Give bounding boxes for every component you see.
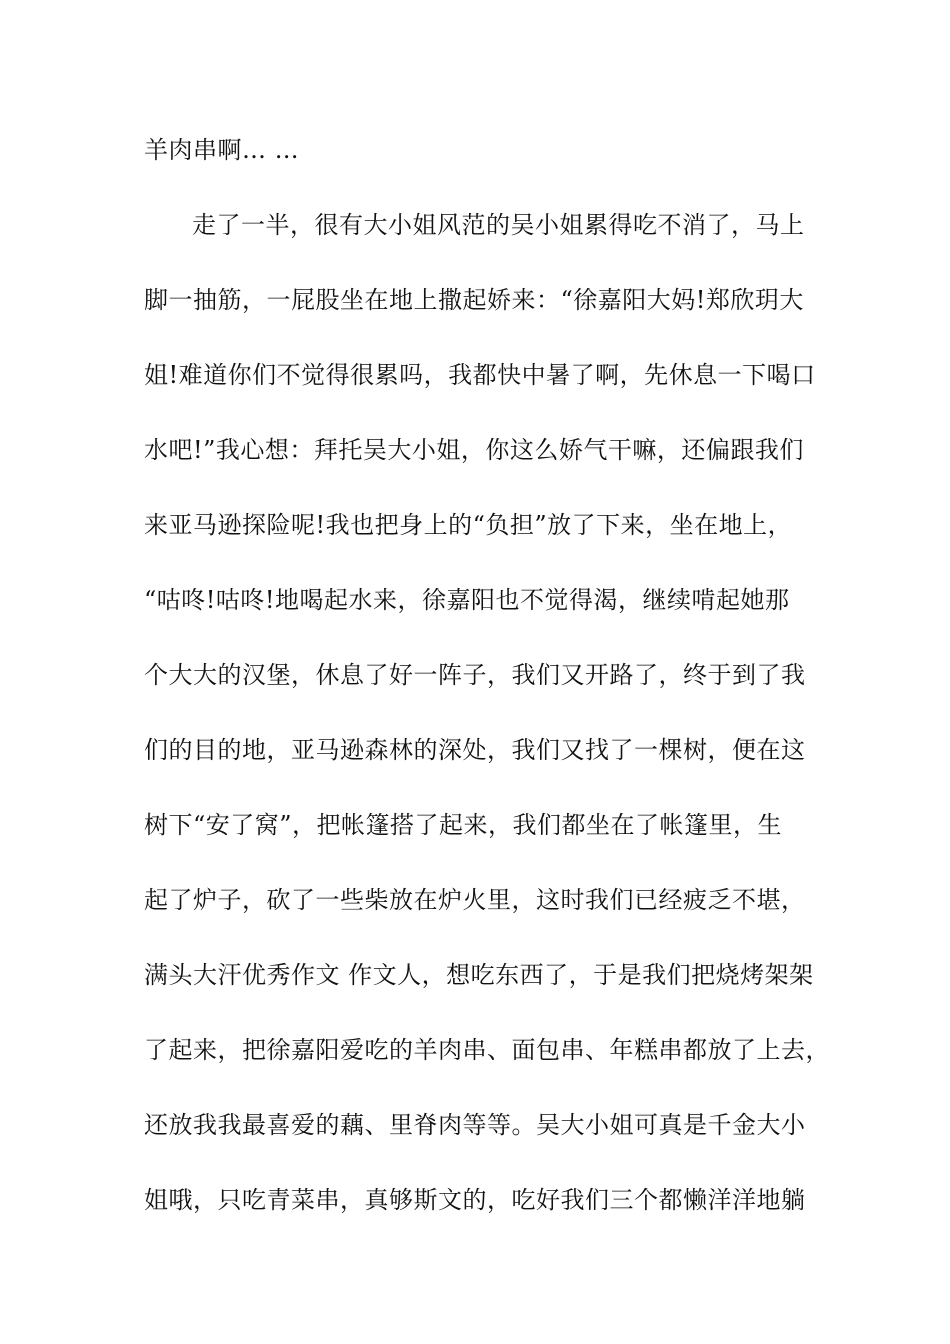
- text-line: 来亚马逊探险呢!我也把身上的“负担”放了下来，坐在地上，: [144, 511, 793, 539]
- text-line: 们的目的地，亚马逊森林的深处，我们又找了一棵树，便在这: [144, 736, 806, 764]
- text-line: 水吧!”我心想：拜托吴大小姐，你这么娇气干嘛，还偏跟我们: [144, 436, 804, 464]
- text-line: 还放我我最喜爱的藕、里脊肉等等。吴大小姐可真是千金大小: [144, 1111, 806, 1139]
- body-text: [144, 124, 834, 1249]
- text-line: 树下“安了窝”，把帐篷搭了起来，我们都坐在了帐篷里，生: [144, 811, 783, 839]
- text-line: 个大大的汉堡，休息了好一阵子，我们又开路了，终于到了我: [144, 661, 806, 689]
- text-line: 了起来，把徐嘉阳爱吃的羊肉串、面包串、年糕串都放了上去，: [144, 1036, 830, 1064]
- text-line: “咕咚!咕咚!地喝起水来，徐嘉阳也不觉得渴，继续啃起她那: [144, 586, 790, 614]
- text-line: 起了炉子，砍了一些柴放在炉火里，这时我们已经疲乏不堪，: [144, 886, 806, 914]
- text-line: 姐哦，只吃青菜串，真够斯文的，吃好我们三个都懒洋洋地躺: [144, 1186, 806, 1214]
- paragraph-first-line: 走了一半，很有大小姐风范的吴小姐累得吃不消了，马上: [192, 211, 805, 239]
- text-line: 姐!难道你们不觉得很累吗，我都快中暑了啊，先休息一下喝口: [144, 361, 816, 389]
- text-line: 满头大汗优秀作文 作文人，想吃东西了，于是我们把烧烤架架: [144, 961, 814, 989]
- text-line: 脚一抽筋，一屁股坐在地上撒起娇来：“徐嘉阳大妈!郑欣玥大: [144, 286, 804, 314]
- text-line: 羊肉串啊… …: [144, 136, 300, 164]
